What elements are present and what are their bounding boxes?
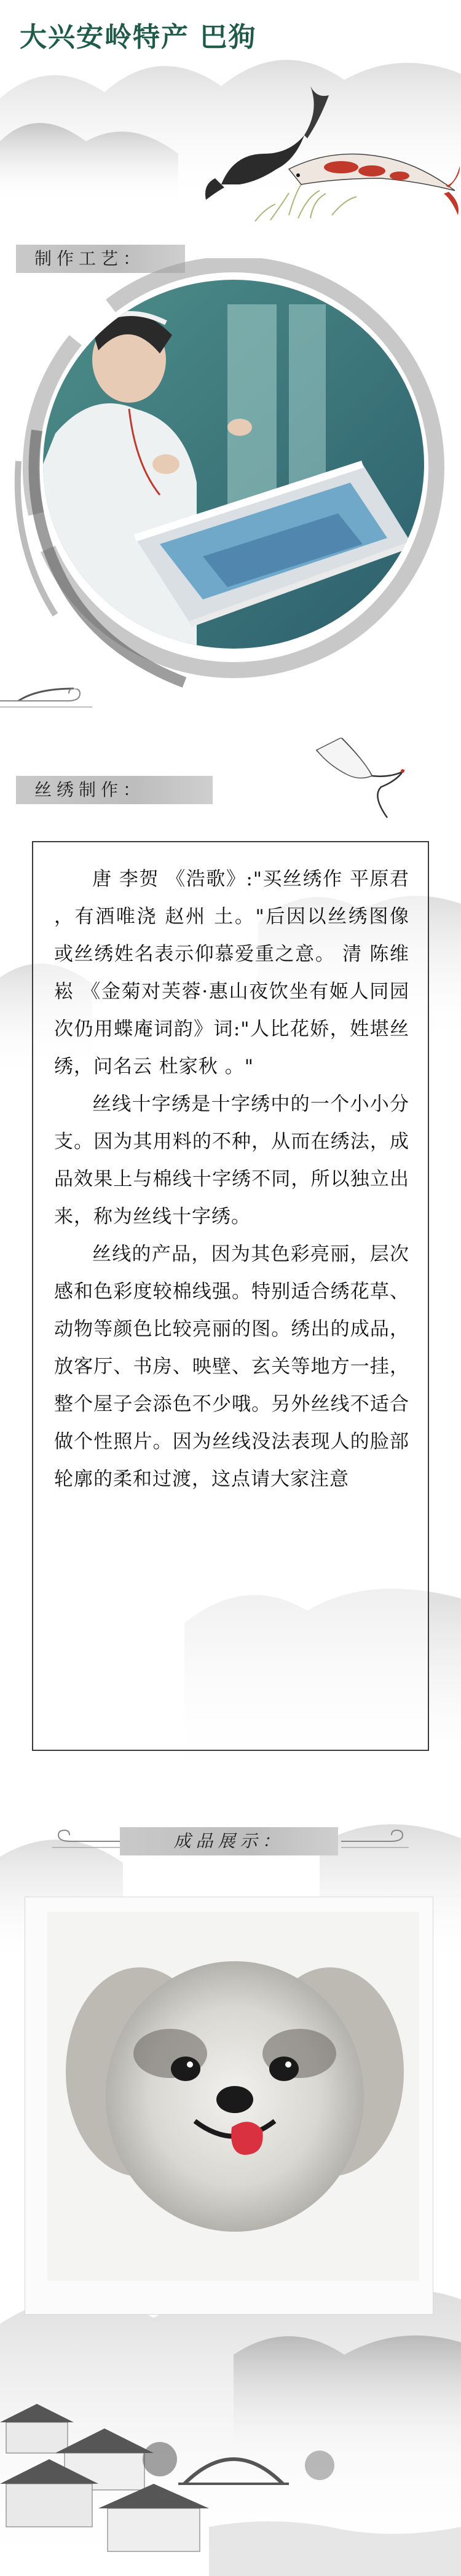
article-text-box [32, 841, 429, 1751]
section-label-process: 制作工艺： [16, 245, 185, 273]
page-title: 大兴安岭特产 巴狗 [20, 22, 257, 53]
crane-icon [304, 738, 415, 824]
koi-fish-icon [197, 61, 461, 240]
section-label-showcase: 成品展示： [120, 1827, 338, 1855]
article-paragraph: 丝线的产品，因为其色彩亮丽，层次感和色彩度较棉线强。特别适合绣花草、动物等颜色比较亮丽的图。绣出的成品，放客厅、书房、映壁、玄关等地方一挂，整个屋子会添色不少哦。另外丝线不适合做个性照片。因为丝线没法表现人的脸部轮廓的柔和过渡，这点请大家注意 [54, 1243, 409, 1490]
article-paragraph: 丝线十字绣是十字绣中的一个小小分支。因为其用料的不种，从而在绣法，成品效果上与棉线十字绣不同，所以独立出来，称为丝线十字绣。 [54, 1093, 409, 1228]
embroidery-process-photo [43, 280, 424, 649]
article-paragraph: 唐 李贺 《浩歌》:"买丝绣作 平原君 ，有酒唯浇 赵州 土。"后因以丝绣图像或丝绣姓名表示仰慕爱重之意。 清 陈维崧 《金菊对芙蓉·惠山夜饮坐有姬人同园次仍用蝶庵词韵》词:"人比花娇，姓堪丝绣，问名云 杜家秋 。" [54, 868, 409, 1078]
cloud-scroll-icon [341, 1829, 415, 1854]
pekingese-embroidery-artwork [47, 1912, 419, 2281]
finished-product-frame [25, 1897, 433, 2315]
cloud-scroll-icon [46, 1829, 120, 1854]
section-label-embroidery: 丝绣制作： [16, 776, 213, 804]
village-icon [0, 2385, 461, 2576]
cloud-scroll-icon [0, 689, 104, 713]
